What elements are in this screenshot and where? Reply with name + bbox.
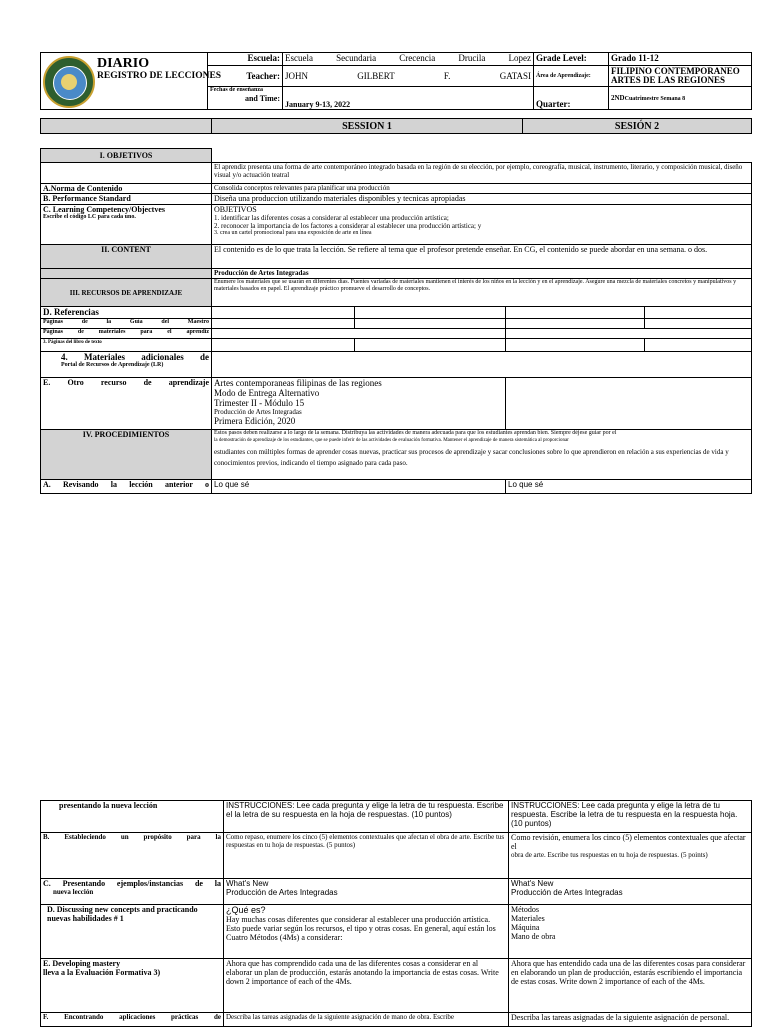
- presentando-ejemplos-cell: [41, 879, 224, 905]
- revisando-label: A. Revisando la lección anterior o: [41, 480, 212, 494]
- ref-cell-a4: [645, 307, 752, 319]
- lc-label-cell: [41, 205, 212, 245]
- presentando-label: presentando la nueva lección: [41, 801, 224, 833]
- grade-label: Grade Level:: [534, 53, 609, 66]
- dates-value: January 9-13, 2022: [283, 87, 534, 110]
- ref-cell-a1: [212, 307, 355, 319]
- ref-adicionales-value: [212, 352, 752, 378]
- quarter-value: Cuatrimestre Semana 8: [624, 96, 686, 102]
- presentando-ejemplos-label-2: nueva lección: [53, 888, 94, 896]
- revisando-s1: Lo que sé: [212, 480, 506, 494]
- lc-item-3: 3. crea un cartel promocional para una exposición de arte en línea: [214, 230, 372, 236]
- encontrando-label: F. Encontrando aplicaciones prácticas de: [41, 1013, 224, 1027]
- grade-value: Grado 11-12: [609, 53, 752, 66]
- header-table: [40, 52, 752, 110]
- sessions-bar: [40, 118, 752, 134]
- estableciendo-s1: Como repaso, enumere los cinco (5) elementos contextuales que afectan el obra de arte. Escribe tus respuestas en tu hoja de respuestas. (5 puntos): [224, 833, 509, 879]
- procedimientos-heading: IV. PROCEDIMIENTOS: [41, 430, 212, 480]
- metodo-1: Métodos: [511, 905, 539, 914]
- objetivos-intro-left: [41, 163, 212, 184]
- lc-label: C. Learning Competency/Objectves: [43, 205, 165, 214]
- dates-label-2: and Time:: [244, 94, 280, 103]
- dates-label-cell: [208, 87, 283, 110]
- discussing-s1-text: Hay muchas cosas diferentes que considerar al establecer una producción artística. Esto puede variar según los recursos, el tipo y otras cosas. En general, aquí están los Cuatro Métodos (4Ms) a considerar:: [226, 915, 496, 942]
- whats-new-s2: What's New: [511, 879, 554, 888]
- developing-label-cell: [41, 959, 224, 1013]
- estableciendo-label: B. Estableciendo un propósito para la: [41, 833, 224, 879]
- otro-recurso-s1: [212, 378, 506, 430]
- encontrando-s2: Describa las tareas asignadas de la siguiente asignación de personal.: [509, 1013, 752, 1027]
- area-label: Área de Aprendizaje:: [534, 66, 609, 87]
- teacher-value: JOHN GILBERT F. GATASI: [283, 66, 534, 87]
- otro-recurso-s2: [506, 378, 752, 430]
- performance-value: Diseña una produccion utilizando materiales disponibles y tecnicas apropiadas: [212, 194, 752, 205]
- revisando-s2: Lo que sé: [506, 480, 752, 494]
- header-subtitle: REGISTRO DE LECCIONES: [97, 71, 222, 81]
- sessions-bar-left: [41, 119, 212, 134]
- ref-cell-a2: [355, 307, 506, 319]
- presentando-s2: INSTRUCCIONES: Lee cada pregunta y elige la letra de tu respuesta. Escribe la letra de tu respuesta en la respuesta hoja. (10 puntos): [509, 801, 752, 833]
- ref-cell-b4: [645, 319, 752, 329]
- estableciendo-s2: [509, 833, 752, 879]
- content-spacer: [41, 269, 212, 279]
- procedimientos-text: [212, 430, 752, 480]
- discussing-s1: [224, 905, 509, 959]
- area-value: FILIPINO CONTEMPORANEO ARTES DE LAS REGIONES: [609, 66, 752, 87]
- ref-adicionales-cell: [41, 352, 212, 378]
- metodo-4: Mano de obra: [511, 932, 556, 941]
- norma-value: Consolida conceptos relevantes para planificar una producción: [212, 184, 752, 194]
- performance-label: B. Performance Standard: [41, 194, 212, 205]
- otro-line-5: Primera Edición, 2020: [214, 416, 296, 426]
- procedimientos-line-2: la demostración de aprendizaje de los estudiantes, que se puede inferir de las actividades de evaluación formativa. Mantener el aprendizaje de manera sistemática al proporcionar: [214, 438, 569, 443]
- ref-cell-a3: [506, 307, 645, 319]
- ref-cell-c2: [506, 329, 752, 339]
- lc-values: [212, 205, 752, 245]
- otro-recurso-label: E. Otro recurso de aprendizaje: [41, 378, 212, 430]
- metodo-3: Máquina: [511, 923, 540, 932]
- presentando-ejemplos-s1: [224, 879, 509, 905]
- whats-new-s1: What's New: [226, 879, 269, 888]
- presentando-ejemplos-label: C. Presentando ejemplos/instancias de la: [43, 879, 221, 888]
- referencias-label: D. Referencias: [41, 307, 212, 319]
- header-block: [40, 52, 752, 109]
- presentando-s1: INSTRUCCIONES: Lee cada pregunta y elige la letra de tu respuesta. Escribe el la letra de su respuesta en la hoja de respuestas. (10 puntos): [224, 801, 509, 833]
- otro-line-3: Trimester II - Módulo 15: [214, 398, 305, 408]
- main-table-page1: [40, 148, 752, 494]
- estableciendo-s2-line-2: obra de arte. Escribe tus respuestas en tu hoja de respuestas. (5 points): [511, 851, 708, 859]
- otro-line-1: Artes contemporaneas filipinas de las regiones: [214, 378, 382, 388]
- teacher-label: Teacher:: [208, 66, 283, 87]
- procedimientos-line-3: estudiantes con múltiples formas de aprender cosas nuevas, practicar sus procesos de aprendizaje y sacar conclusiones sobre lo que aprendieron en relación a sus experiencias de vida y conocimientos previos, indicando el tiempo asignado para cada paso.: [214, 448, 729, 467]
- ref-cell-b3: [506, 319, 645, 329]
- developing-label-2: lleva a la Evaluación Formativa 3): [43, 968, 161, 977]
- ref-cell-d3: [506, 339, 645, 352]
- ref-adicionales: 4. Materiales adicionales de: [61, 352, 209, 362]
- session-2-heading: SESIÓN 2: [523, 119, 752, 134]
- developing-s1: Ahora que has comprendido cada una de las diferentes cosas a considerar en al elaborar un plan de producción, estarás anotando la importancia de estas cosas. Write down 2 importance of each of the 4Ms.: [224, 959, 509, 1013]
- estableciendo-s2-line-1: Como revisión, enumera los cinco (5) elementos contextuales que afectar el: [511, 833, 746, 851]
- developing-s2: Ahora que has entendido cada una de las diferentes cosas para considerar en elaborando un plan de producción, estarás escribiendo el importancia de estas cosas. Write down 2 importance of each of the 4Ms.: [509, 959, 752, 1013]
- header-title: DIARIO: [97, 56, 150, 71]
- recursos-text: Enumere los materiales que se usarán en diferentes días. Fuentes variadas de materiales mantienen el interés de los niños en la lección y en el aprendizaje. Asegure una mezcla de materiales concretos y manipulativos y materiales basados en papel. El aprendizaje práctico promueve el desarrollo de conceptos.: [212, 279, 752, 307]
- content-produccion: Producción de Artes Integradas: [212, 269, 752, 279]
- quarter-value-cell: [609, 87, 752, 110]
- header-logo-cell: [41, 53, 222, 110]
- objetivos-intro: El aprendiz presenta una forma de arte contemporáneo integrado basada en la región de su elección, por ejemplo, coreografía, musical, instrumento, literario, y composición musical, diseño visual y/o actuación teatral: [212, 163, 752, 184]
- school-seal-logo: [43, 56, 95, 108]
- lc-item-2: 2. reconocer la importancia de los factores a considerar al establecer una producción artística; y: [214, 222, 482, 230]
- objetivos-heading-spacer: [212, 149, 752, 163]
- otro-line-2: Modo de Entrega Alternativo: [214, 388, 320, 398]
- lc-item-1: 1. identificar las diferentes cosas a considerar al establecer una producción artística;: [214, 214, 449, 222]
- main-table-page2: [40, 800, 752, 1027]
- que-es: ¿Qué es?: [226, 905, 266, 915]
- produccion-s2: Producción de Artes Integradas: [511, 888, 623, 897]
- quarter-number: 2ND: [611, 94, 625, 102]
- objetivos-heading: I. OBJETIVOS: [41, 149, 212, 163]
- lc-sub: Escribe el código LC para cada uno.: [43, 214, 136, 220]
- dates-label-1: Fechas de enseñanza: [210, 87, 263, 93]
- recursos-heading: III. RECURSOS DE APRENDIZAJE: [41, 279, 212, 307]
- discussing-s2: [509, 905, 752, 959]
- session-1-heading: SESSION 1: [212, 119, 523, 134]
- content-heading: II. CONTENT: [41, 245, 212, 269]
- ref-cell-c1: [212, 329, 506, 339]
- ref-materiales: Páginas de materiales para el aprendiz: [41, 329, 212, 339]
- norma-label: A.Norma de Contenido: [41, 184, 212, 194]
- procedimientos-line-1: Estos pasos deben realizarse a lo largo de la semana. Distribuya las actividades de manera adecuada para que los estudiantes aprendan bien. Siempre déjese guiar por el: [214, 430, 617, 436]
- ref-cell-d1: [212, 339, 355, 352]
- quarter-label: Quarter:: [534, 87, 609, 110]
- ref-guia: Páginas de la Guía del Maestro: [41, 319, 212, 329]
- presentando-ejemplos-s2: [509, 879, 752, 905]
- ref-cell-b1: [212, 319, 355, 329]
- metodo-2: Materiales: [511, 914, 545, 923]
- ref-cell-b2: [355, 319, 506, 329]
- lc-heading: OBJETIVOS: [214, 205, 257, 214]
- otro-line-4: Producción de Artes Integradas: [214, 408, 302, 416]
- encontrando-s1: Describa las tareas asignadas de la siguiente asignación de mano de obra. Escribe: [224, 1013, 509, 1027]
- content-text: El contenido es de lo que trata la lección. Se refiere al tema que el profesor pretende enseñar. En CG, el contenido se puede abordar en una semana. o dos.: [212, 245, 752, 269]
- developing-label: E. Developing mastery: [43, 959, 121, 968]
- produccion-s1: Producción de Artes Integradas: [226, 888, 338, 897]
- ref-cell-d4: [645, 339, 752, 352]
- school-value: Escuela Secundaria Crecencia Drucila Lopez: [283, 53, 534, 66]
- ref-cell-d2: [355, 339, 506, 352]
- school-label: Escuela:: [208, 53, 283, 66]
- discussing-label: D. Discussing new concepts and practicando nuevas habilidades # 1: [41, 905, 224, 959]
- ref-libro: 3. Páginas del libro de texto: [41, 339, 212, 352]
- ref-adicionales-sub: Portal de Recursos de Aprendizaje (LR): [61, 362, 164, 368]
